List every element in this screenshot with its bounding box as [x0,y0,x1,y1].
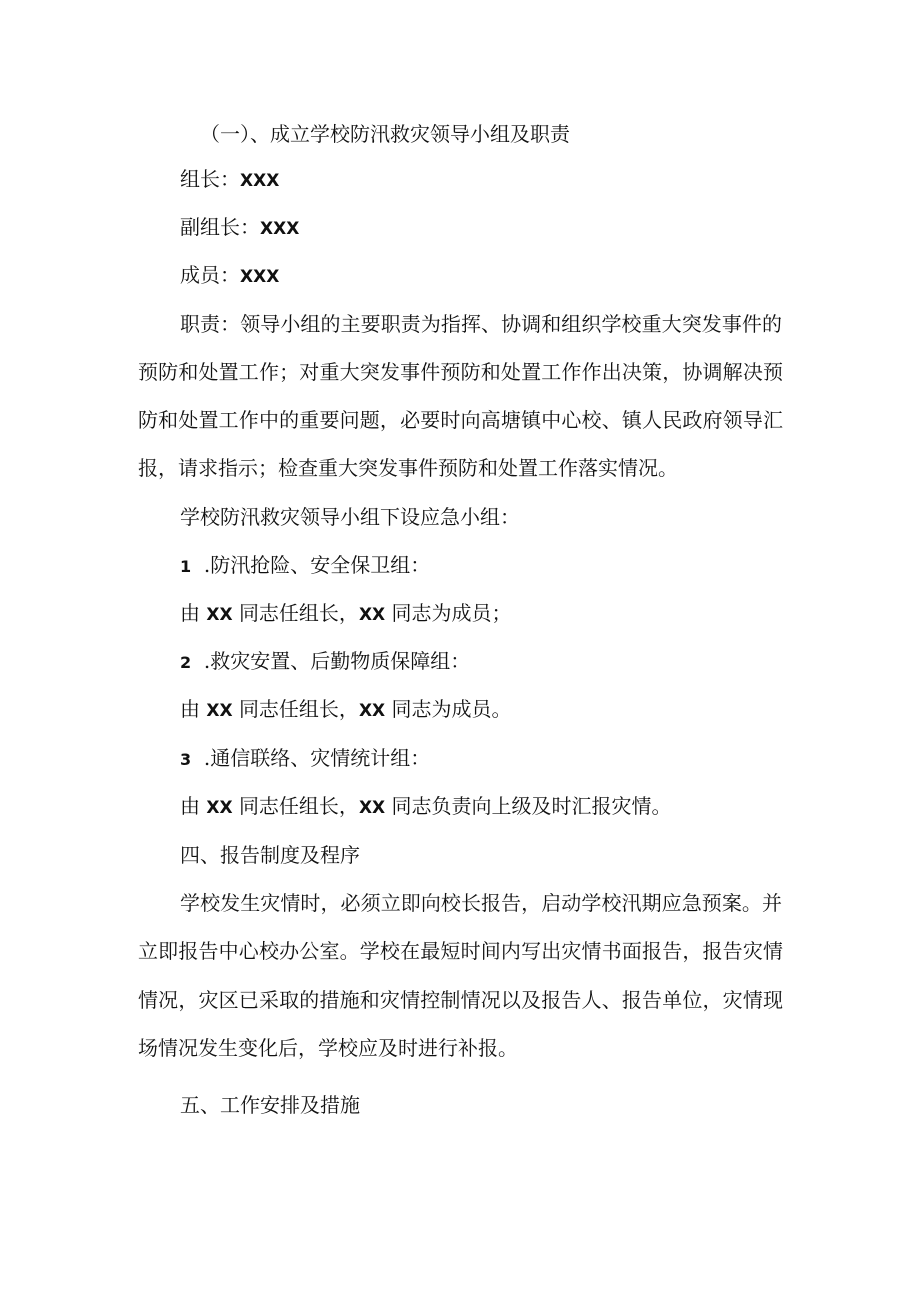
section-4-title: 四、报告制度及程序 [180,843,360,867]
report-paragraph-line: 学校发生灾情时，必须立即向校长报告，启动学校汛期应急预案。并 [180,891,782,915]
members-label: 成员： [180,263,240,287]
duties-paragraph-line: 报，请求指示；检查重大突发事件预防和处置工作落实情况。 [138,456,678,480]
leader-value: XXX [240,171,280,191]
group-title [180,553,430,579]
vice-leader-value: XXX [260,219,300,239]
report-paragraph-line: 立即报告中心校办公室。学校在最短时间内写出灾情书面报告，报告灾情 [138,939,783,963]
group-assignment: 由 XX 同志任组长，XX 同志为成员。 [180,697,512,721]
vice-leader-label: 副组长： [180,215,260,239]
group-title-text: .防汛抢险、安全保卫组： [203,553,431,577]
group-title [180,746,430,772]
duties-paragraph-line: 职责：领导小组的主要职责为指挥、协调和组织学校重大突发事件的 [180,312,782,336]
members-value: XXX [240,267,280,287]
report-paragraph-line: 情况，灾区已采取的措施和灾情控制情况以及报告人、报告单位，灾情现 [138,988,783,1012]
leader-line [180,167,279,193]
members-line [180,263,279,289]
group-number: 3 [180,750,192,769]
duties-paragraph-line: 预防和处置工作；对重大突发事件预防和处置工作作出决策，协调解决预 [138,360,783,384]
group-title-text: .救灾安置、后勤物质保障组： [203,649,471,673]
group-title-text: .通信联络、灾情统计组： [203,746,431,770]
group-title [180,649,470,675]
section-5-title: 五、工作安排及措施 [180,1093,360,1117]
subgroups-intro: 学校防汛救灾领导小组下设应急小组： [180,505,520,529]
group-number: 1 [180,557,192,576]
group-assignment: 由 XX 同志任组长，XX 同志负责向上级及时汇报灾情。 [180,794,672,818]
duties-paragraph-line: 防和处置工作中的重要问题，必要时向高塘镇中心校、镇人民政府领导汇 [138,408,783,432]
section-title: （一）、成立学校防汛救灾领导小组及职责 [200,122,570,146]
vice-leader-line [180,215,299,241]
leader-label: 组长： [180,167,240,191]
group-number: 2 [180,653,192,672]
report-paragraph-line: 场情况发生变化后，学校应及时进行补报。 [138,1036,518,1060]
group-assignment: 由 XX 同志任组长，XX 同志为成员； [180,601,512,625]
